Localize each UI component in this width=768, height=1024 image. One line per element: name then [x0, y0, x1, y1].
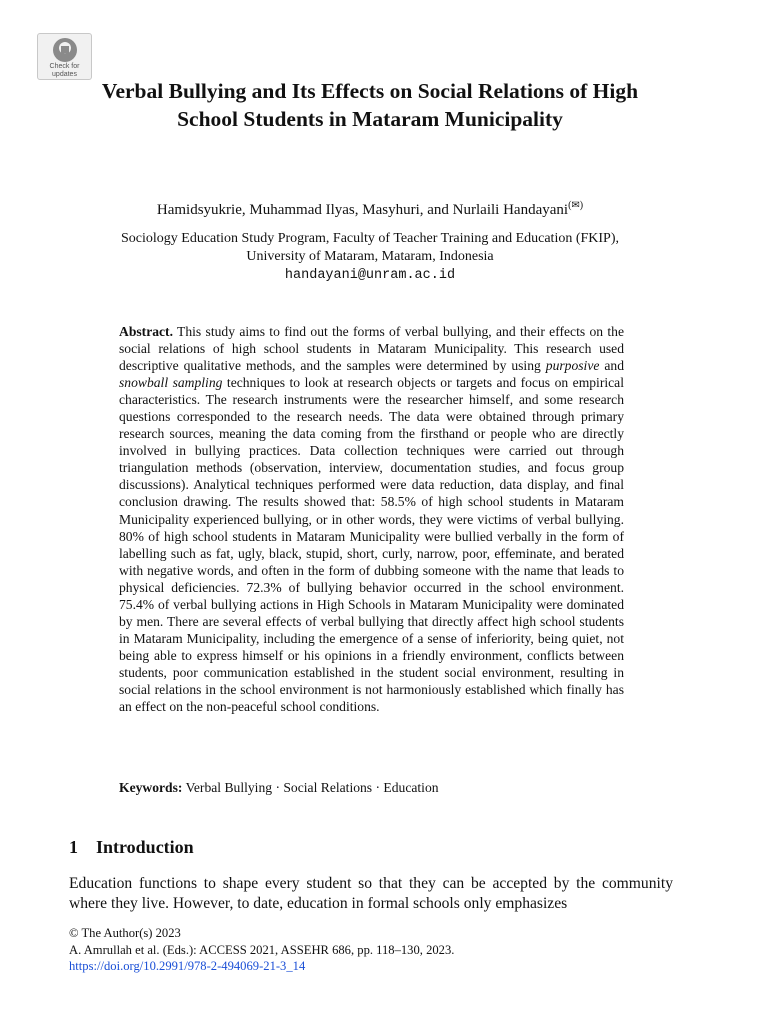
bookmark-icon	[52, 37, 78, 63]
check-for-updates-badge[interactable]	[37, 33, 92, 80]
badge-line2: updates	[52, 71, 77, 78]
author-email[interactable]: handayani@unram.ac.id	[284, 268, 456, 283]
affiliation-line1: Sociology Education Study Program, Faculty of Teacher Training and Education (FKIP),	[120, 231, 620, 246]
abstract-italic-purposive: purposive	[545, 358, 600, 374]
abstract-text-2: and	[599, 358, 624, 374]
citation: A. Amrullah et al. (Eds.): ACCESS 2021, ASSEHR 686, pp. 118–130, 2023.	[69, 942, 455, 957]
author-list	[60, 197, 680, 219]
keywords-label: Keywords:	[119, 780, 183, 795]
abstract	[119, 323, 624, 715]
paper-title: Verbal Bullying and Its Effects on Social Relations of High School Students in Mataram Municipality	[101, 79, 639, 131]
section-heading	[69, 836, 194, 858]
envelope-icon: (✉)	[568, 200, 584, 211]
abstract-label: Abstract.	[119, 324, 173, 339]
intro-paragraph: Education functions to shape every student so that they can be accepted by the community where they live. However, to date, education in formal schools only emphasizes	[69, 875, 673, 912]
section-title: Introduction	[96, 837, 194, 857]
affiliation	[60, 230, 680, 285]
doi-link[interactable]: https://doi.org/10.2991/978-2-494069-21-3_14	[69, 959, 306, 973]
section-number: 1	[69, 837, 78, 857]
affiliation-line2: University of Mataram, Mataram, Indonesia	[246, 249, 494, 264]
badge-line1: Check for	[49, 63, 80, 70]
abstract-text-1: This study aims to find out the forms of verbal bullying, and their effects on the social relations of high school students in Mataram Municipality. This research used descriptive qualitative methods, and the samples were determined by using	[119, 324, 624, 374]
keywords-text: Verbal Bullying · Social Relations · Education	[182, 780, 439, 795]
author-names: Hamidsyukrie, Muhammad Ilyas, Masyhuri, and Nurlaili Handayani	[156, 202, 569, 218]
abstract-text-3: techniques to look at research objects or targets and focus on empirical characteristics. The research instruments were the researcher himself, and some research questions corresponded to the research needs. The data were obtained through primary research sources, meaning the data coming from the firsthand or people who are directly involved in bullying practices. Data collection techniques were carried out through triangulation methods (observation, interview, documentation studies, and focus group discussions). Analytical techniques performed were data reduction, data display, and final conclusion drawing. The results showed that: 58.5% of high school students in Mataram Municipality experienced bullying, or in other words, they were victims of verbal bullying. 80% of high school students in Mataram Municipality were bullied verbally in the form of labelling such as fat, ugly, black, stupid, short, curly, narrow, poor, effeminate, and berated with negative words, and often in the form of dubbing someone with the name that leads to physical deficiencies. 72.3% of bullying behavior occurred in the school environment. 75.4% of verbal bullying actions in High Schools in Mataram Municipality were dominated by men. There are several effects of verbal bullying that directly affect high school students in Mataram Municipality, including the emergence of a sense of inferiority, being quiet, not being able to express himself or his opinions in a friendly environment, conflicts between students, poor communication established in the student social environment, resulting in social relations in the school environment is not harmoniously established which finally has an effect on the non-peaceful school conditions.	[119, 375, 624, 715]
keywords	[119, 779, 624, 796]
footer	[69, 925, 689, 975]
copyright: © The Author(s) 2023	[69, 926, 181, 940]
abstract-italic-snowball: snowball sampling	[119, 375, 223, 391]
